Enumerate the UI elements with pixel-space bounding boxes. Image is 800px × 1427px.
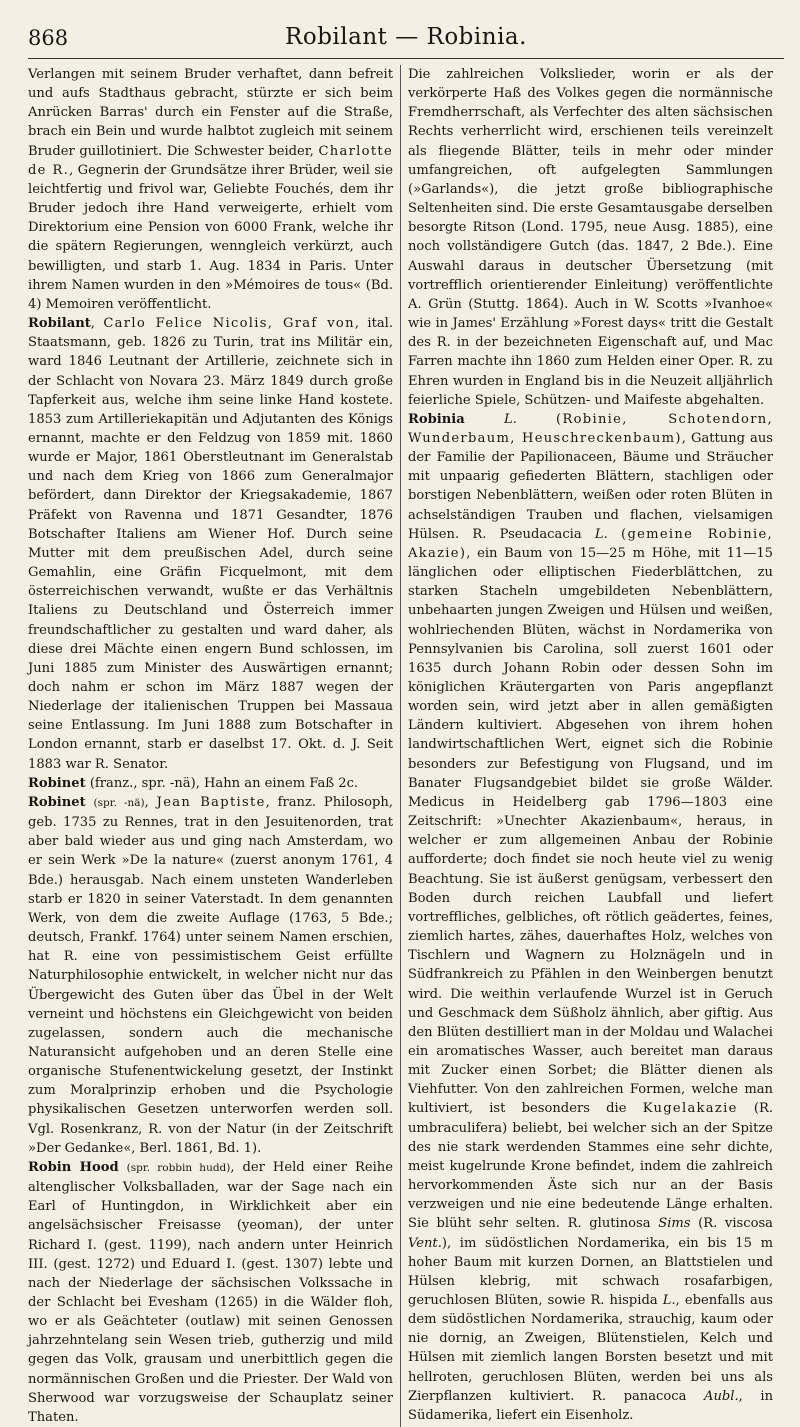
entry-text: , Gattung aus der Familie der Papilionaceen, Bäume und Sträucher mit unpaarig gefiederten Blättern, stachligen oder borstigen Nebenblättern, weißen oder roten Blüten in achselständigen Trauben und flachen, vielsamigen Hülsen. R. Pseudacacia [408,430,773,542]
page-header [28,18,784,59]
entry-robinet-1 [28,774,393,793]
author-abbrev: L. [594,526,608,542]
entry-text: , Hahn an einem Faß 2c. [195,775,359,791]
entry-text: , in Südamerika, liefert ein Eisenholz. [408,1388,773,1423]
text-columns [28,65,784,1427]
common-names: (Robinie, Schotendorn, Wunderbaum, Heuschreckenbaum) [408,411,773,446]
author-abbrev: L. [662,1293,676,1308]
page-number: 868 [28,26,69,50]
person-name: Jean Baptiste [156,794,266,810]
author-abbrev: Sims [658,1216,691,1232]
entry-robilant: Robilant, Carlo Felice Nicolis, Graf von, ital. Staatsmann, geb. 1826 zu Turin, trat ins Militär ein, ward 1846 Leutnant der Artillerie, zeichnete sich in der Schlacht von Novara 23. März 1849 durch große Tapferkeit aus, welche ihm seine linke Hand kostete. 1853 zum Artilleriekapitän und Adjutanten des Königs ernannt, machte er den Feldzug von 1859 mit. 1860 wurde er Major, 1861 Oberstleutnant im Generalstab und nach dem Krieg von 1866 zum Generalmajor befördert, dann Direktor der Kriegsakademie, 1867 Präfekt von Ravenna und 1871 Gesandter, 1876 Botschafter Italiens am Wiener Hof. Durch seine Mutter mit dem preußischen Adel, durch seine Gemahlin, eine Gräfin Ficquelmont, mit dem österreichischen verwandt, wußte er das Verhältnis Italiens zu Deutschland und Österreich immer freundschaftlicher zu gestalten und ward daher, als diese drei Mächte einen engern Bund schlossen, im Juni 1885 zum Minister des Auswärtigen ernannt; doch nahm er schon im März 1887 wegen der Niederlage der italienischen Truppen bei Massaua seine Entlassung. Im Juni 1888 zum Botschafter in London ernannt, starb er daselbst 17. Okt. d. J. Seit 1883 war R. Senator. [28,316,394,772]
entry-text: , ital. Staatsmann, geb. 1826 zu Turin, trat ins Militär ein, ward 1846 Leutnant der Artillerie, zeichnete sich in der Schlacht von Novara 23. März 1849 durch große Tapferkeit aus, welche ihm seine linke Hand kostete. 1853 zum Artilleriekapitän und Adjutanten des Königs ernannt, machte er den Feldzug von 1859 mit. 1860 wurde er Major, 1861 Oberstleutnant im Generalstab und nach dem Krieg von 1866 zum Generalmajor befördert, dann Direktor der Kriegsakademie, 1867 Präfekt von Ravenna und 1871 Gesandter, 1876 Botschafter Italiens am Wiener Hof. Durch seine Mutter mit dem preußischen Adel, durch seine Gemahlin, eine Gräfin Ficquelmont, mit dem österreichischen verwandt, wußte er das Verhältnis Italiens zu Deutschland und Österreich immer freundschaftlicher zu gestalten und ward daher, als diese drei Mächte einen engern Bund schlossen, im Juni 1885 zum Minister des Auswärtigen ernannt; doch nahm er schon im März 1887 wegen der Niederlage der italienischen Truppen bei Massaua seine Entlassung. Im Juni 1888 zum Botschafter in London ernannt, starb er daselbst 17. Okt. d. J. Seit 1883 war R. Senator. [28,316,394,772]
entry-continuation [408,65,773,410]
entry-text: , ein Baum von 15—25 m Höhe, mit 11—15 länglichen oder elliptischen Fiederblättchen, zu starken Stacheln umgebildeten Nebenblättern, unbehaarten jungen Zweigen und Hülsen und weißen, wohlriechenden Blüten, wächst in Nordamerika von Pennsylvanien bis Carolina, soll zuerst 1601 oder 1635 durch Johann Robin oder dessen Sohn im königlichen Kräutergarten von Paris angepflanzt worden sein, wird jetzt aber in allen gemäßigten Ländern kultiviert. Abgesehen von ihrem hohen landwirtschaftlichen Wert, eignet sich die Robinie besonders zur Befestigung von Flugsand, und im Banater Flugsandgebiet bildet sie große Wälder. Medicus in Heidelberg gab 1796—1803 eine Zeitschrift: »Unechter Akazienbaum«, heraus, in welcher er zum allgemeinen Anbau der Robinie aufforderte; doch findet sie noch heute viel zu wenig Beachtung. Sie ist äußerst genügsam, verbessert den Boden durch reichen Laubfall und liefert vortreffliches, gelbliches, oft rötlich geädertes, feines, ziemlich hartes, zähes, dauerhaftes Holz, welches von Tischlern und Wagnern zu Holznägeln und in Südfrankreich zu Pfählen in den Weinbergen benutzt wird. Die weithin verlaufende Wurzel ist in Geruch und Geschmack dem Süßholz ähnlich, aber giftig. Aus den Blüten destilliert man in der Moldau und Walachei ein aromatisches Wasser, auch bereitet man daraus mit Zucker einen Sorbet; die Blätter dienen als Viehfutter. Von den zahlreichen Formen, welche man kultiviert, ist besonders die [408,545,773,1117]
entry-continuation [28,65,393,314]
author-abbrev: Vent. [408,1235,442,1251]
author-abbrev: L. [503,411,517,427]
entry-text: , ebenfalls aus dem südöstlichen Nordamerika, strauchig, kaum oder nie dornig, an Zweigen, Blütenstielen, Kelch und Hülsen mit ziemlich langen Borsten besetzt und mit hellroten, geruchlosen Blüten, werden bei uns als Zierpflanzen kultiviert. R. panacoca [408,1293,773,1404]
pronunciation: (franz., spr. -nä) [89,775,196,791]
entry-robinia [408,410,773,1425]
paragraph-text: , Gegnerin der Grundsätze ihrer Brüder, weil sie leichtfertig und frivol war, Geliebte Fouchés, dem ihr Bruder jedoch ihre Hand verweigerte, erhielt vom Direktorium eine Pension von 6000 Frank, welche ihr die spätern Regierungen, wenngleich verkürzt, auch bewilligten, und starb 1. Aug. 1834 in Paris. Unter ihrem Namen wurden in den »Mémoires de tous« (Bd. 4) Memoiren veröffentlicht. [28,162,393,312]
right-column [401,65,773,1427]
person-name: Carlo Felice Nicolis, Graf von [103,316,355,332]
entry-text: , der Held einer Reihe altenglischer Volksballaden, war der Sage nach ein Earl of Huntingdon, in Wirklichkeit aber ein angelsächsischer Freisasse (yeoman), der unter Richard I. (gest. 1199), nach andern unter Heinrich III. (gest. 1272) und Eduard I. (gest. 1307) lebte und nach der Niederlage der sächsischen Volkssache in der Schlacht bei Evesham (1265) in die Wälder floh, wo er als Geächteter (outlaw) mit seinen Genossen jahrzehntelang sein Wesen trieb, gutherzig und mild gegen das Volk, grausam und unerbittlich gegen die normännischen Großen und die Priester. Der Wald von Sherwood war vorzugsweise der Schauplatz seiner Thaten. [28,1159,393,1425]
entry-headword: Robinia [408,411,465,427]
entry-text: (R. umbraculifera) beliebt, bei welcher sich an der Spitze des nie stark werdenden Stammes eine sehr dichte, meist kugelrunde Krone befindet, indem die zahlreich hervorkommenden Äste sich nur an der Basis verzweigen und nie eine bedeutende Länge erhalten. Sie blüht sehr selten. R. glutinosa [408,1101,773,1232]
entry-headword: Robinet [28,794,86,810]
species-name: Kugelakazie [642,1101,738,1117]
entry-headword: Robilant [28,316,91,332]
author-abbrev: Aubl. [703,1388,739,1404]
running-head: Robilant — Robinia. [285,24,527,50]
pronunciation: (spr. robbin hudd) [126,1161,231,1174]
entry-headword: Robin Hood [28,1159,119,1175]
entry-text: ), im südöstlichen Nordamerika, ein bis 15 m hoher Baum mit kurzen Dornen, an Blattstielen und Hülsen klebrig, mit schwach rosafarbigen, geruchlosen Blüten, sowie R. hispida [408,1235,773,1308]
person-name: Charlotte de R. [28,143,393,178]
entry-headword: Robinet [28,775,86,791]
entry-robin-hood [28,1158,393,1427]
entry-robinet-2: Robinet (spr. -nä), Jean Baptiste, franz. Philosoph, geb. 1735 zu Rennes, trat in den Jesuitenorden, trat aber bald wieder aus und ging nach Amsterdam, wo er sein Werk »De la nature« (zuerst anonym 1761, 4 Bde.) herausgab. Nach einem unsteten Wanderleben starb er 1820 in seiner Vaterstadt. In dem genannten Werk, von dem die zweite Auflage (1763, 5 Bde.; deutsch, Frankf. 1764) unter seinem Namen erschien, hat R. eine von pessimistischem Geist erfüllte Naturphilosophie entwickelt, in welcher nicht nur das Übergewicht des Guten über das Übel in der Welt verneint und höchstens ein Gleichgewicht von beiden zugelassen, sondern auch die mechanische Naturansicht aufgehoben und an deren Stelle eine organische Stufenentwickelung gesetzt, der Instinkt zum Moralprinzip erhoben und die Psychologie physikalischen Gesetzen unterworfen werden soll. Vgl. Rosenkranz, R. von der Natur (in der Zeitschrift »Der Gedanke«, Berl. 1861, Bd. 1). [28,794,393,1156]
left-column [28,65,400,1427]
pronunciation: (spr. -nä) [93,796,145,809]
entry-text: , franz. Philosoph, geb. 1735 zu Rennes, trat in den Jesuitenorden, trat aber bald wieder aus und ging nach Amsterdam, wo er sein Werk »De la nature« (zuerst anonym 1761, 4 Bde.) herausgab. Nach einem unsteten Wanderleben starb er 1820 in seiner Vaterstadt. In dem genannten Werk, von dem die zweite Auflage (1763, 5 Bde.; deutsch, Frankf. 1764) unter seinem Namen erschien, hat R. eine von pessimistischem Geist erfüllte Naturphilosophie entwickelt, in welcher nicht nur das Übergewicht des Guten über das Übel in der Welt verneint und höchstens ein Gleichgewicht von beiden zugelassen, sondern auch die mechanische Naturansicht aufgehoben und an deren Stelle eine organische Stufenentwickelung gesetzt, der Instinkt zum Moralprinzip erhoben und die Psychologie physikalischen Gesetzen unterworfen werden soll. Vgl. Rosenkranz, R. von der Natur (in der Zeitschrift »Der Gedanke«, Berl. 1861, Bd. 1). [28,794,393,1156]
common-names: (gemeine Robinie, Akazie) [408,526,774,561]
paragraph-text: Die zahlreichen Volkslieder, worin er als der verkörperte Haß des Volkes gegen die normännische Fremdherrschaft, als Verfechter des alten sächsischen Rechts verherrlicht wird, erschienen teils vereinzelt als fliegende Blätter, teils in mehr oder minder umfangreichen, oft aufgelegten Sammlungen (»Garlands«), die jetzt große bibliographische Seltenheiten sind. Die erste Gesamtausgabe derselben besorgte Ritson (Lond. 1795, neue Ausg. 1885), eine noch vollständigere Gutch (das. 1847, 2 Bde.). Eine Auswahl daraus in deutscher Übersetzung (mit vortrefflich orientierender Einleitung) veröffentlichte A. Grün (Stuttg. 1864). Auch in W. Scotts »Ivanhoe« wie in James' Erzählung »Forest days« tritt die Gestalt des R. in der bezeichneten Eigenschaft auf, und Mac Farren machte ihn 1860 zum Helden einer Oper. R. zu Ehren wurden in England bis in die Neuzeit alljährlich feierliche Spiele, Schützen- und Maifeste abgehalten. [408,67,773,408]
paragraph-text: Verlangen mit seinem Bruder verhaftet, dann befreit und aufs Stadthaus gebracht, stürzte er sich beim Anrücken Barras' durch ein Fenster auf die Straße, brach ein Bein und wurde halbtot zugleich mit seinem Bruder guillotiniert. Die Schwester beider, [28,67,393,159]
entry-text: (R. viscosa [690,1216,773,1232]
